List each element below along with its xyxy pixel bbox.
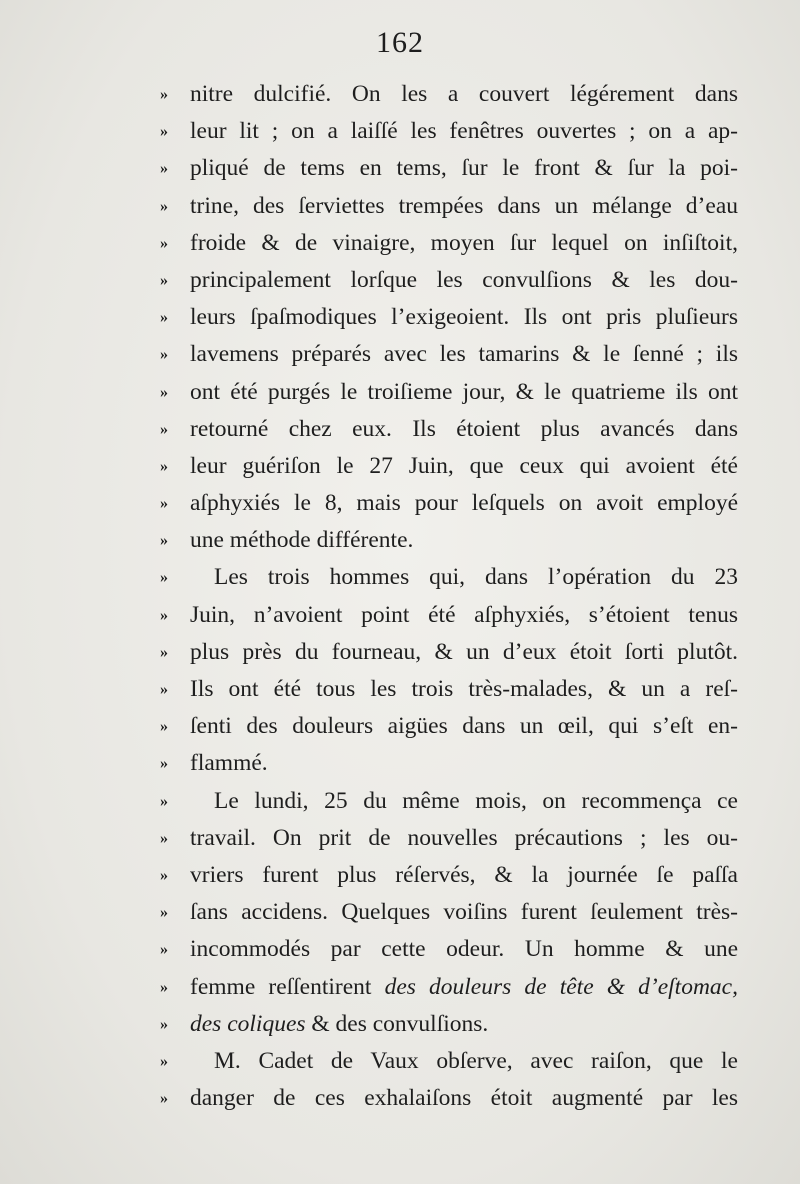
text-line: [160, 931, 738, 968]
line-text: danger de ces exhalaiſons étoit augmenté par les: [190, 1085, 738, 1112]
line-text: femme reſſentirent des douleurs de tête & d’eſtomac,: [190, 973, 738, 1000]
text-line: [160, 559, 738, 596]
line-text: nitre dulcifié. On les a couvert légérement dans: [190, 81, 738, 107]
quote-mark: »: [160, 718, 168, 736]
quote-mark: »: [160, 643, 168, 661]
text-line: [160, 336, 738, 373]
text-line: [160, 262, 738, 299]
text-line: [160, 708, 738, 745]
quote-mark: »: [160, 495, 168, 513]
line-text: leur lit ; on a laiſſé les fenêtres ouvertes ; on a ap-: [190, 118, 738, 145]
line-text: retourné chez eux. Ils étoient plus avancés dans: [190, 415, 738, 442]
quote-mark: »: [160, 271, 168, 289]
quote-mark: »: [160, 457, 168, 475]
quote-mark: »: [160, 941, 168, 959]
quote-mark: »: [160, 1090, 168, 1108]
line-text: travail. On prit de nouvelles précautions ; les ou-: [190, 824, 738, 851]
text-line: [160, 1080, 738, 1117]
line-text: leur guériſon le 27 Juin, que ceux qui avoient été: [190, 452, 738, 479]
quote-mark: »: [160, 309, 168, 327]
text-line: [160, 150, 738, 187]
quote-mark: »: [160, 197, 168, 215]
quote-mark: »: [160, 755, 168, 773]
text-line: [160, 76, 738, 113]
line-text: lavemens préparés avec les tamarins & le ſenné ; ils: [190, 341, 738, 368]
text-line: [160, 745, 738, 782]
text-line: [160, 634, 738, 671]
quote-mark: »: [160, 904, 168, 922]
text-line: [160, 188, 738, 225]
line-text: Les trois hommes qui, dans l’opération du 23: [214, 564, 738, 591]
line-text: plus près du fourneau, & un d’eux étoit ſorti plutôt.: [190, 638, 738, 665]
text-line: [160, 411, 738, 448]
quote-mark: »: [160, 383, 168, 401]
quote-mark: »: [160, 978, 168, 996]
line-text: ſenti des douleurs aigües dans un œil, qui s’eſt en-: [190, 713, 738, 740]
quote-mark: »: [160, 86, 168, 103]
text-line: [160, 671, 738, 708]
quote-mark: »: [160, 346, 168, 364]
quote-mark: »: [160, 866, 168, 884]
italic-text: des coliques: [190, 1010, 306, 1037]
line-text: pliqué de tems en tems, ſur le front & ſur la poi-: [190, 155, 738, 182]
line-text: ſans accidens. Quelques voiſins furent ſeulement très-: [190, 899, 738, 926]
text-line: [160, 485, 738, 522]
line-text: ont été purgés le troiſieme jour, & le quatrieme ils ont: [190, 378, 738, 405]
text-line: [160, 113, 738, 150]
quote-mark: »: [160, 1052, 168, 1070]
line-text: vriers furent plus réſervés, & la journée ſe paſſa: [190, 861, 738, 888]
line-text: flammé.: [190, 750, 268, 777]
text-line: [160, 894, 738, 931]
line-text: incommodés par cette odeur. Un homme & une: [190, 936, 738, 963]
quote-mark: »: [160, 420, 168, 438]
text-line: [160, 1043, 738, 1080]
text-line: [160, 448, 738, 485]
text-line: [160, 522, 738, 559]
page-number: 162: [376, 26, 424, 59]
quote-mark: »: [160, 606, 168, 624]
body-text: [160, 76, 738, 1117]
text-line: [160, 597, 738, 634]
text-line: [160, 969, 738, 1006]
quote-mark: »: [160, 681, 168, 698]
line-text: une méthode différente.: [190, 527, 414, 554]
quote-mark: »: [160, 792, 168, 810]
text-line: [160, 299, 738, 336]
line-text: aſphyxiés le 8, mais pour leſquels on avoit employé: [190, 490, 738, 517]
quote-mark: »: [160, 829, 168, 847]
line-text: Ils ont été tous les trois très-malades, & un a reſ-: [190, 676, 738, 702]
quote-mark: »: [160, 569, 168, 587]
text-line: [160, 374, 738, 411]
line-text: Juin, n’avoient point été aſphyxiés, s’étoient tenus: [190, 601, 738, 628]
quote-mark: »: [160, 234, 168, 252]
line-text: froide & de vinaigre, moyen ſur lequel on inſiſtoit,: [190, 229, 738, 256]
text-line: [160, 783, 738, 820]
line-text: des coliques & des convulſions.: [190, 1010, 489, 1037]
text-line: [160, 1006, 738, 1043]
text-line: [160, 857, 738, 894]
quote-mark: »: [160, 1015, 168, 1033]
text-line: [160, 820, 738, 857]
quote-mark: »: [160, 123, 168, 141]
quote-mark: »: [160, 532, 168, 550]
italic-text: des douleurs de tête & d’eſtomac,: [384, 973, 738, 1000]
text-line: [160, 225, 738, 262]
line-text: trine, des ſerviettes trempées dans un mélange d’eau: [190, 192, 738, 219]
line-text: M. Cadet de Vaux obſerve, avec raiſon, que le: [214, 1047, 738, 1074]
line-text: principalement lorſque les convulſions & les dou-: [190, 266, 738, 293]
line-text: Le lundi, 25 du même mois, on recommença ce: [214, 787, 738, 814]
line-text: leurs ſpaſmodiques l’exigeoient. Ils ont pris pluſieurs: [190, 304, 738, 331]
quote-mark: »: [160, 160, 168, 178]
